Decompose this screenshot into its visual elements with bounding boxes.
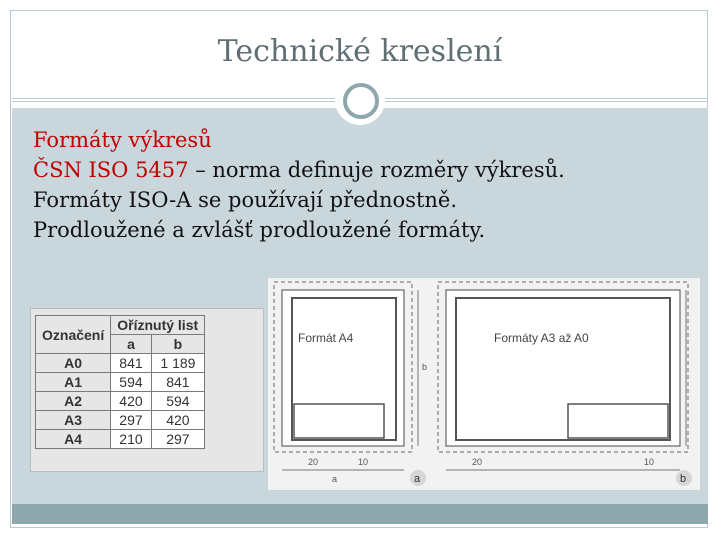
format-name: A4 [36, 430, 111, 449]
format-b: 841 [151, 373, 204, 392]
iso-a-line: Formáty ISO-A se používají přednostně. [33, 188, 458, 212]
a4-dim-10: 10 [358, 457, 369, 467]
col-a: a [111, 335, 151, 354]
a3a0-dim-20: 20 [472, 457, 483, 467]
format-table [35, 315, 205, 449]
format-name: A3 [36, 411, 111, 430]
format-drawings-svg [268, 278, 700, 490]
extended-formats-line: Prodloužené a zvlášť prodloužené formáty. [33, 218, 486, 242]
col-trimmed-sheet: Oříznutý list [111, 316, 205, 335]
format-b: 420 [151, 411, 204, 430]
format-b: 297 [151, 430, 204, 449]
format-a: 297 [111, 411, 151, 430]
format-table-panel [30, 308, 264, 472]
norm-description: – norma definuje rozměry výkresů. [188, 158, 565, 182]
norm-line [33, 155, 565, 185]
format-a: 841 [111, 354, 151, 373]
format-a: 594 [111, 373, 151, 392]
norm-code: ČSN ISO 5457 [33, 158, 189, 182]
col-designation: Označení [36, 316, 111, 354]
a3a0-dim-10: 10 [644, 457, 655, 467]
a4-dim-b: b [422, 362, 428, 372]
table-row [36, 430, 205, 449]
marker-b: b [680, 473, 687, 485]
body-text [33, 125, 565, 245]
col-b: b [151, 335, 204, 354]
format-b: 1 189 [151, 354, 204, 373]
format-b: 594 [151, 392, 204, 411]
marker-a: a [414, 473, 421, 485]
format-drawings [268, 278, 700, 490]
a4-dim-a: a [332, 474, 338, 484]
format-a: 210 [111, 430, 151, 449]
bottom-bar [12, 504, 708, 524]
table-row [36, 354, 205, 373]
table-row [36, 373, 205, 392]
a4-dim-20: 20 [308, 457, 319, 467]
a3a0-sheet [446, 290, 680, 446]
a4-label: Formát A4 [298, 331, 354, 345]
heading-formats: Formáty výkresů [33, 128, 212, 152]
format-name: A2 [36, 392, 111, 411]
slide-title: Technické kreslení [217, 34, 503, 69]
format-name: A0 [36, 354, 111, 373]
a4-sheet [282, 290, 404, 446]
a3a0-label: Formáty A3 až A0 [494, 331, 589, 345]
table-row [36, 411, 205, 430]
circle-ornament-icon [343, 83, 379, 119]
table-row [36, 392, 205, 411]
format-name: A1 [36, 373, 111, 392]
format-a: 420 [111, 392, 151, 411]
